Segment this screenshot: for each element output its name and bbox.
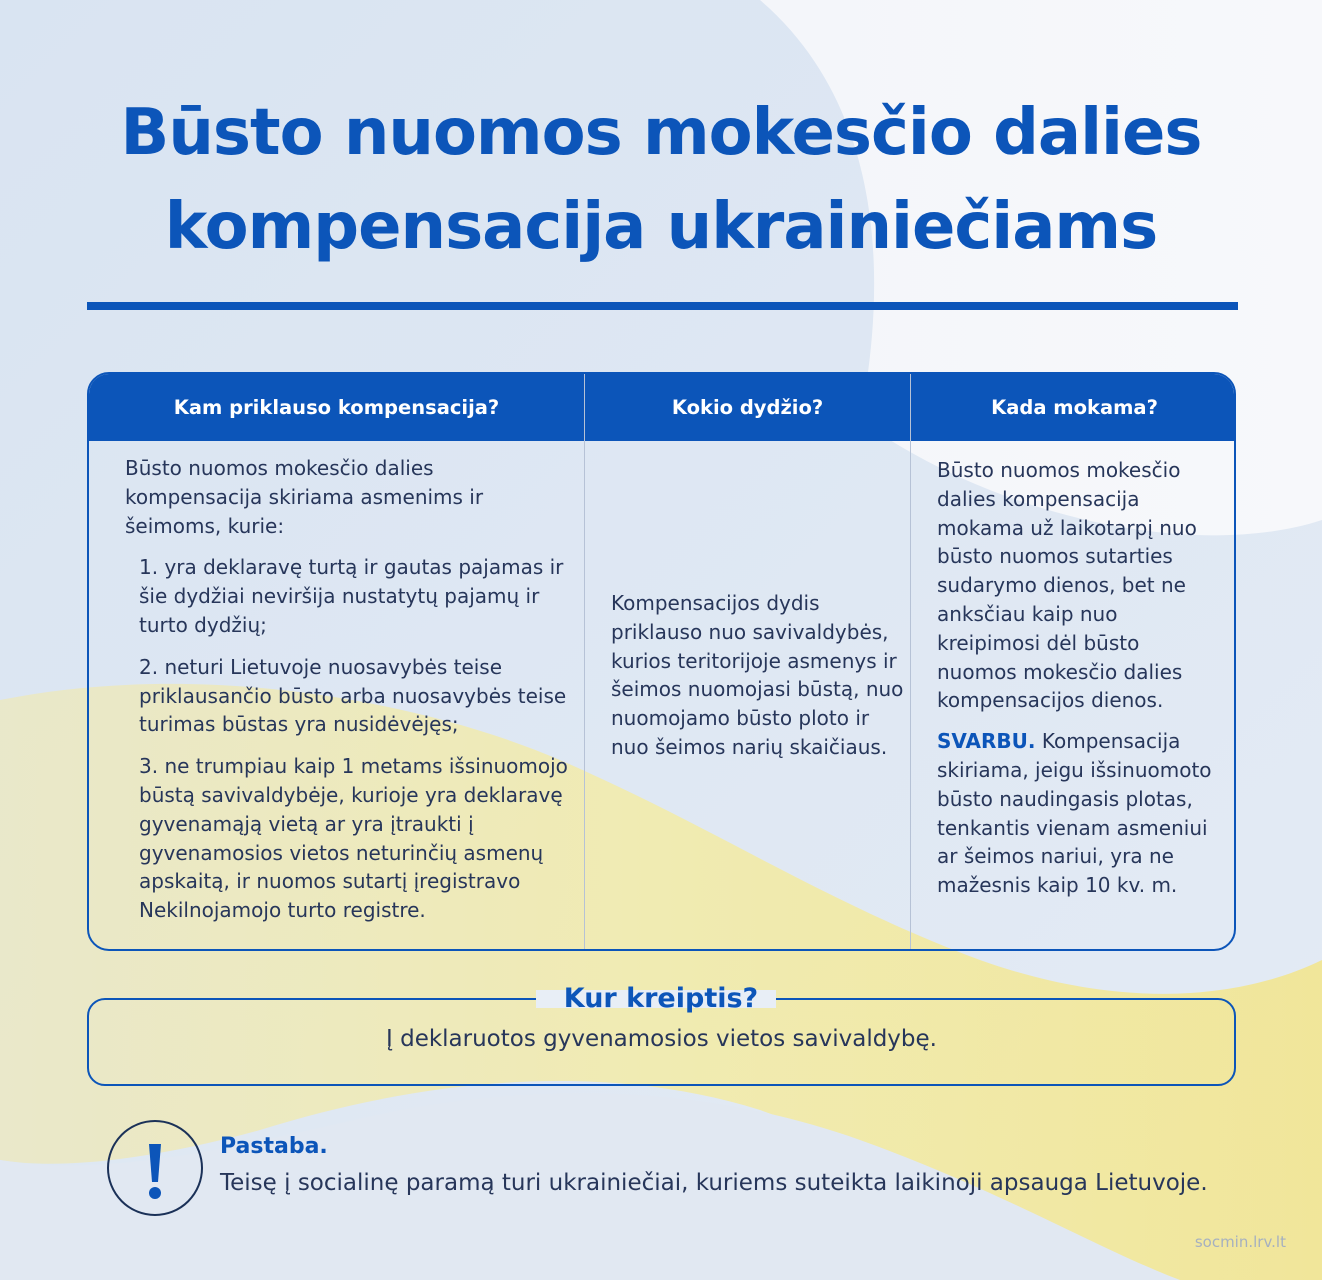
- important-label: SVARBU.: [937, 729, 1036, 754]
- important-text: Kompensacija skiriama, jeigu išsinuomoto būsto naudingasis plotas, tenkantis vienam asmeniui ar šeimos nariui, yra ne mažesnis kaip 10 kv. m.: [937, 729, 1212, 898]
- title-divider: [87, 302, 1238, 310]
- list-item: 2. neturi Lietuvoje nuosavybės teise priklausančio būsto arba nuosavybės teise turimas būstas yra nusidėvėjęs;: [139, 654, 567, 737]
- where-title-wrap: [0, 978, 1322, 1020]
- page-title: [0, 86, 1322, 274]
- when-text: Būsto nuomos mokesčio dalies kompensacija mokama už laikotarpį nuo būsto nuomos sutarties sudarymo dienos, bet ne anksčiau kaip nuo kreipimosi dėl būsto nuomos mokesčio dalies kompensacijos dienos.: [937, 458, 1197, 713]
- header-amount: Kokio dydžio?: [671, 396, 824, 419]
- note-text: Teisę į socialinę paramą turi ukrainiečiai, kuriems suteikta laikinoji apsauga Lietuvoje.: [220, 1170, 1208, 1196]
- where-text: Į deklaruotos gyvenamosios vietos savivaldybę.: [386, 1026, 937, 1052]
- header-who: Kam priklauso kompensacija?: [173, 396, 500, 419]
- column-when: [937, 456, 1222, 900]
- header-when: Kada mokama?: [991, 396, 1158, 419]
- column-divider: [584, 374, 585, 949]
- table-header: [89, 374, 1234, 441]
- eligibility-list: [125, 553, 575, 925]
- title-line-1: Būsto nuomos mokesčio dalies: [120, 96, 1202, 170]
- exclamation-icon: [109, 1122, 201, 1214]
- list-item: 3. ne trumpiau kaip 1 metams išsinuomojo būstą savivaldybėje, kurioje yra deklaravę gyvenamąją vietą ar yra įtraukti į gyvenamosios vietos neturinčių asmenų apskaitą, ir nuomos sutartį įregistravo Nekilnojamojo turto registre.: [139, 754, 568, 923]
- who-intro: Būsto nuomos mokesčio dalies kompensacija skiriama asmenims ir šeimoms, kurie:: [125, 456, 484, 538]
- column-amount: [611, 589, 911, 762]
- amount-text: Kompensacijos dydis priklauso nuo savivaldybės, kurios teritorijoje asmenys ir šeimos nuomojasi būstą, nuo nuomojamo būsto ploto ir nuo šeimos narių skaičiaus.: [611, 591, 904, 759]
- note-title: Pastaba.: [220, 1134, 328, 1159]
- note-icon-circle: [107, 1120, 203, 1216]
- list-item: 1. yra deklaravę turtą ir gautas pajamas ir šie dydžiai neviršija nustatytų pajamų ir turto dydžių;: [139, 555, 564, 637]
- footer-url: socmin.lrv.lt: [1194, 1233, 1286, 1251]
- title-line-2: kompensacija ukrainiečiams: [164, 190, 1158, 264]
- column-who: [125, 454, 575, 938]
- info-table: [87, 372, 1236, 951]
- important-note: [937, 727, 1222, 900]
- where-title: Kur kreiptis?: [563, 983, 759, 1014]
